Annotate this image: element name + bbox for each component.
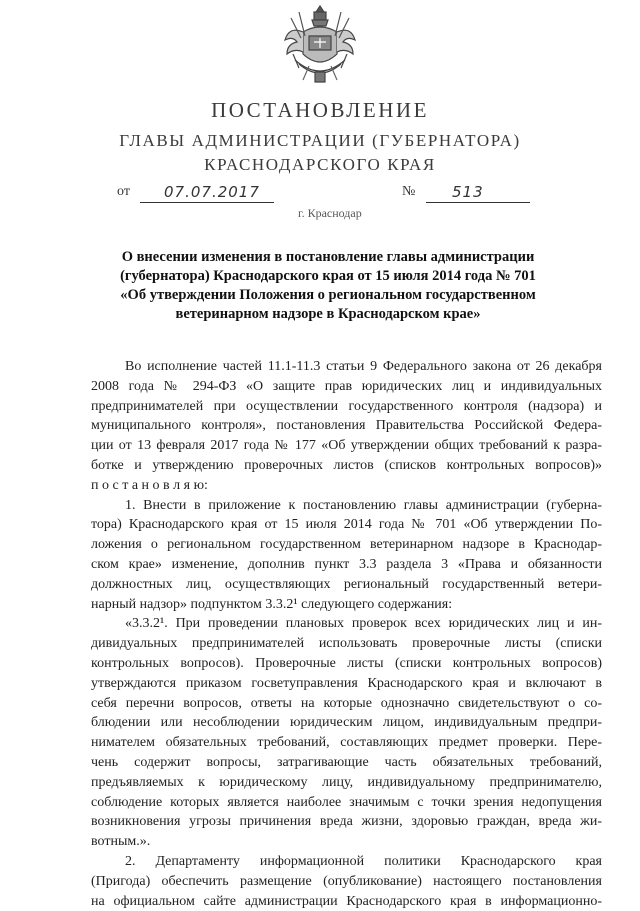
document-type: ПОСТАНОВЛЕНИЕ	[211, 98, 429, 122]
number-field	[402, 183, 484, 201]
body-line: должностных лиц, осуществляющих региональный государственный ветери-	[91, 576, 602, 592]
body-line: нимателем обязательных требований, составляющих предмет проверки. Пере-	[91, 735, 602, 751]
number-underline	[426, 202, 530, 203]
authority-line-1: ГЛАВЫ АДМИНИСТРАЦИИ (ГУБЕРНАТОРА)	[119, 131, 521, 150]
city-name: г. Краснодар	[298, 206, 362, 220]
title-line: (губернатора) Краснодарского края от 15 июля 2014 года № 701	[120, 268, 536, 284]
body-line: чень содержит вопросы, затрагивающие часть обязательных требований,	[91, 754, 602, 770]
body-line: 1. Внести в приложение к постановлению главы администрации (губерна-	[125, 497, 602, 513]
date-underline	[140, 202, 274, 203]
body-line: «3.3.2¹. При проведении плановых проверок всех юридических лиц и ин-	[125, 616, 602, 632]
body-line: на официальном сайте администрации Краснодарского края в информационно-	[91, 893, 602, 909]
body-line: п о с т а н о в л я ю:	[91, 477, 208, 493]
body-line: блюдении или несоблюдении юридическим лицом, индивидуальным предпри-	[91, 715, 602, 731]
body-line: муниципального контроля», постановления Правительства Российской Федера-	[91, 418, 602, 434]
document-number: 513	[452, 183, 484, 201]
body-line: нарный надзор» подпунктом 3.3.2¹ следующего содержания:	[91, 596, 453, 612]
title-line: ветеринарном надзоре в Краснодарском крае»	[175, 306, 481, 322]
document-body	[91, 357, 602, 911]
body-line: предъявляемых к юридическому лицу, индивидуальному предпринимателю,	[91, 774, 602, 790]
date-row	[117, 184, 130, 200]
authority-line-2: КРАСНОДАРСКОГО КРАЯ	[204, 155, 436, 174]
krasnodar-coat-of-arms-icon	[279, 2, 361, 86]
body-line: тора) Краснодарского края от 15 июля 2014 года № 701 «Об утверждении По-	[91, 517, 602, 533]
number-label: №	[402, 184, 416, 199]
title-line: «Об утверждении Положения о региональном государственном	[120, 287, 536, 303]
body-line: утверждаются приказом госветуправления Краснодарского края и включают в	[91, 675, 602, 691]
body-line: ском крае» изменение, дополнив пункт 3.3 раздела 3 «Права и обязанности	[91, 556, 602, 572]
document-date: 07.07.2017	[164, 183, 260, 201]
body-line: Во исполнение частей 11.1-11.3 статьи 9 Федерального закона от 26 декабря	[125, 359, 602, 374]
body-line: ботке и утверждению проверочных листов (списков контрольных вопросов)»	[91, 457, 602, 473]
body-line: контрольных вопросов). Проверочные листы (списки контрольных вопросов)	[91, 655, 602, 671]
title-line: О внесении изменения в постановление главы администрации	[121, 249, 535, 265]
body-line: себя перечни вопросов, ответы на которые однозначно свидетельствуют о со-	[91, 695, 602, 711]
body-line: ции от 13 февраля 2017 года № 177 «Об утверждении общих требований к разра-	[91, 438, 602, 454]
body-line: предпринимателей при осуществлении государственного контроля (надзора) и	[91, 398, 602, 414]
body-line: 2. Департаменту информационной политики Краснодарского края	[125, 853, 602, 869]
body-line: 2008 года № 294-ФЗ «О защите прав юридических лиц и индивидуальных	[91, 378, 602, 394]
document-title	[108, 248, 548, 324]
body-line: возникновения угрозы причинения вреда жизни, здоровью граждан, вреда жи-	[91, 814, 602, 830]
body-line: соблюдение которых является наиболее значимым с точки зрения недопущения	[91, 794, 602, 810]
from-label: от	[117, 184, 130, 199]
body-line: дивидуальных предпринимателей использовать проверочные листы (списки	[91, 636, 602, 652]
body-line: (Пригода) обеспечить размещение (опубликование) настоящего постановления	[91, 873, 602, 889]
body-line: вотным.».	[91, 834, 151, 850]
body-line: ложения о региональном государственном ветеринарном надзоре в Краснодар-	[91, 537, 602, 553]
